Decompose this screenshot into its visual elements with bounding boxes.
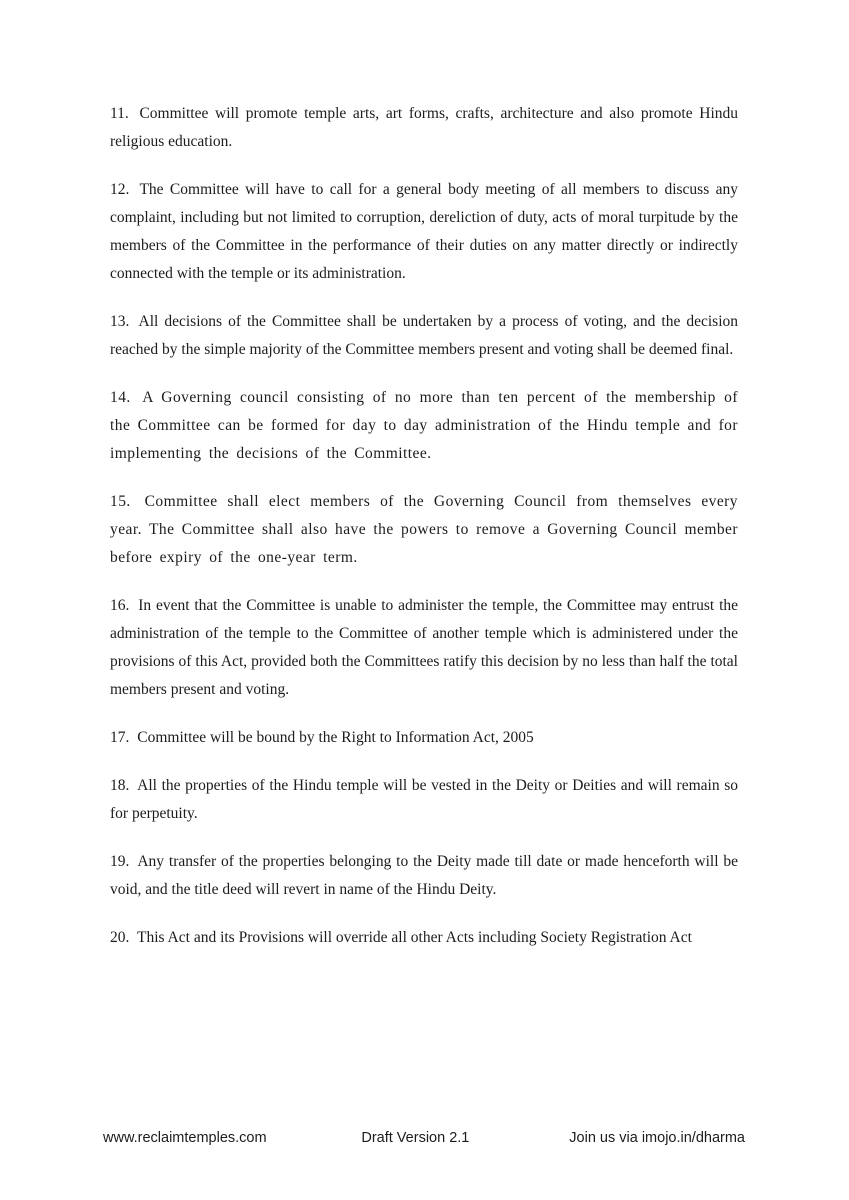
paragraph-text: Any transfer of the properties belonging to the Deity made till date or made henceforth will be void, and the title deed will revert in name of the Hindu Deity. <box>110 853 738 898</box>
footer-website-text: www.reclaimtemples.com <box>103 1130 267 1146</box>
paragraph-20 <box>110 924 738 952</box>
paragraph-text: All the properties of the Hindu temple will be vested in the Deity or Deities and will remain so for perpetuity. <box>110 777 738 822</box>
paragraph-text: A Governing council consisting of no more than ten percent of the membership of the Committee can be formed for day to day administration of the Hindu temple and for implementing the decisions of the Committee. <box>110 389 738 462</box>
footer-version-text: Draft Version 2.1 <box>361 1130 470 1146</box>
paragraph-text: In event that the Committee is unable to administer the temple, the Committee may entrust the administration of the temple to the Committee of another temple which is administered under the provisions of this Act, provided both the Committees ratify this decision by no less than half the total members present and voting. <box>110 597 739 698</box>
paragraph-text: Committee shall elect members of the Governing Council from themselves every year. The Committee shall also have the powers to remove a Governing Council member before expiry of the one-year term. <box>110 493 738 566</box>
paragraph-text: Committee will be bound by the Right to Information Act, 2005 <box>137 729 534 746</box>
paragraph-number: 13. <box>110 313 130 330</box>
document-body <box>110 100 738 972</box>
paragraph-number: 19. <box>110 853 130 870</box>
paragraph-number: 15. <box>110 493 131 510</box>
paragraph-text: This Act and its Provisions will override all other Acts including Society Registration Act <box>136 929 692 946</box>
paragraph-number: 14. <box>110 389 131 406</box>
paragraph-12 <box>110 176 738 288</box>
paragraph-number: 17. <box>110 729 130 746</box>
paragraph-15 <box>110 488 738 572</box>
paragraph-number: 16. <box>110 597 130 614</box>
paragraph-text: All decisions of the Committee shall be undertaken by a process of voting, and the decision reached by the simple majority of the Committee members present and voting shall be deemed final. <box>110 313 738 358</box>
paragraph-16 <box>110 592 738 704</box>
paragraph-number: 18. <box>110 777 130 794</box>
paragraph-18 <box>110 772 738 828</box>
paragraph-13 <box>110 308 738 364</box>
paragraph-14 <box>110 384 738 468</box>
paragraph-number: 20. <box>110 929 130 946</box>
paragraph-number: 12. <box>110 181 130 198</box>
paragraph-19 <box>110 848 738 904</box>
footer-join-text: Join us via imojo.in/dharma <box>569 1130 745 1146</box>
paragraph-text: Committee will promote temple arts, art forms, crafts, architecture and also promote Hindu religious education. <box>110 105 738 150</box>
page-footer <box>103 1130 745 1146</box>
paragraph-17 <box>110 724 738 752</box>
paragraph-text: The Committee will have to call for a general body meeting of all members to discuss any complaint, including but not limited to corruption, dereliction of duty, acts of moral turpitude by the members of the Committee in the performance of their duties on any matter directly or indirectly connected with the temple or its administration. <box>110 181 738 282</box>
paragraph-11 <box>110 100 738 156</box>
paragraph-number: 11. <box>110 105 129 122</box>
